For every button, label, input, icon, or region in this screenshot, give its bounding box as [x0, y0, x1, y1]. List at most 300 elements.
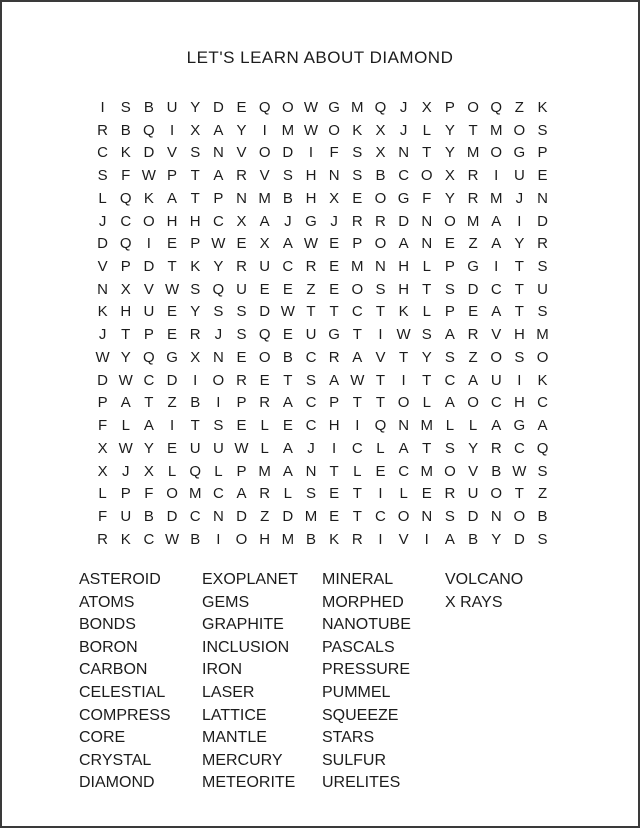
grid-letter: U	[259, 258, 271, 275]
grid-letter: E	[282, 280, 293, 298]
grid-letter: Y	[514, 235, 525, 253]
word-list-item: CARBON	[79, 661, 148, 679]
grid-letter: I	[308, 144, 314, 162]
grid-letter: I	[146, 235, 151, 253]
grid-letter: Y	[491, 530, 502, 548]
grid-letter: T	[422, 439, 432, 457]
word-list-item: GRAPHITE	[202, 616, 284, 634]
grid-letter: Z	[537, 485, 548, 503]
grid-letter: D	[236, 508, 247, 526]
grid-letter: A	[398, 235, 409, 253]
grid-letter: G	[513, 144, 526, 162]
word-list-item: GEMS	[202, 593, 250, 611]
grid-letter: I	[378, 485, 383, 503]
word-list-item: INCLUSION	[202, 638, 290, 656]
grid-letter: C	[513, 439, 525, 457]
grid-letter: B	[190, 394, 201, 412]
grid-letter: M	[489, 121, 503, 139]
grid-letter: D	[166, 371, 178, 389]
word-list-item: METEORITE	[202, 774, 296, 792]
grid-letter: U	[143, 303, 155, 321]
word-list-item: IRON	[202, 661, 242, 679]
word-list-item: SULFUR	[322, 751, 387, 769]
word-list-item: CELESTIAL	[79, 683, 166, 701]
grid-letter: A	[282, 462, 293, 480]
grid-letter: D	[282, 144, 294, 162]
grid-letter: N	[421, 508, 433, 526]
grid-letter: J	[515, 189, 524, 207]
grid-letter: X	[190, 348, 201, 366]
grid-letter: Y	[468, 439, 479, 457]
grid-letter: X	[421, 98, 432, 116]
grid-letter: Q	[374, 98, 387, 116]
grid-letter: O	[490, 144, 503, 162]
grid-letter: T	[167, 258, 177, 275]
grid-letter: I	[262, 121, 267, 139]
grid-letter: I	[517, 371, 522, 389]
grid-letter: A	[398, 439, 409, 457]
grid-letter: R	[490, 439, 502, 457]
grid-letter: O	[444, 212, 456, 230]
grid-letter: L	[376, 439, 385, 457]
grid-letter: O	[490, 348, 503, 366]
grid-letter: E	[375, 462, 386, 480]
grid-letter: O	[374, 235, 387, 253]
grid-letter: B	[468, 530, 479, 548]
grid-letter: N	[398, 144, 410, 162]
grid-letter: D	[97, 235, 108, 253]
grid-letter: K	[97, 303, 108, 321]
grid-letter: K	[143, 189, 154, 207]
grid-letter: Z	[468, 348, 478, 366]
grid-letter: R	[236, 258, 247, 275]
grid-letter: B	[537, 508, 548, 526]
grid-letter: U	[513, 167, 525, 185]
grid-letter: K	[120, 530, 131, 548]
grid-letter: T	[514, 485, 524, 503]
grid-letter: T	[190, 417, 200, 435]
grid-letter: O	[397, 394, 410, 412]
grid-letter: O	[513, 121, 526, 139]
grid-letter: O	[258, 348, 271, 366]
grid-letter: A	[329, 371, 340, 389]
grid-letter: W	[303, 235, 319, 253]
grid-letter: P	[537, 144, 548, 162]
grid-letter: X	[375, 121, 386, 139]
grid-letter: A	[282, 439, 293, 457]
grid-letter: U	[189, 439, 201, 457]
grid-letter: Q	[536, 439, 549, 457]
word-list-column	[322, 569, 411, 795]
grid-letter: H	[305, 167, 317, 185]
grid-letter: S	[514, 348, 525, 366]
grid-letter: P	[444, 258, 455, 275]
grid-letter: R	[467, 326, 479, 344]
grid-letter: C	[444, 371, 456, 389]
word-list-item: BONDS	[79, 616, 136, 634]
grid-letter: W	[95, 348, 110, 366]
grid-letter: H	[513, 326, 525, 344]
grid-letter: Y	[236, 121, 247, 139]
grid-letter: T	[190, 167, 200, 185]
grid-letter: C	[398, 462, 410, 480]
grid-letter: N	[212, 348, 224, 366]
grid-letter: Z	[468, 235, 478, 253]
grid-letter: U	[490, 371, 502, 389]
grid-letter: L	[167, 462, 177, 480]
grid-letter: K	[329, 530, 340, 548]
word-list-item: X RAYS	[445, 593, 503, 611]
grid-letter: P	[213, 189, 224, 207]
grid-letter: N	[375, 258, 386, 275]
grid-letter: P	[120, 258, 131, 275]
grid-letter: C	[305, 394, 317, 412]
grid-letter: H	[398, 258, 410, 275]
grid-letter: X	[236, 212, 247, 230]
grid-letter: L	[283, 485, 292, 503]
grid-letter: E	[329, 235, 340, 253]
grid-letter: P	[236, 394, 247, 412]
grid-letter: T	[121, 326, 131, 344]
grid-letter: G	[397, 189, 410, 207]
grid-letter: T	[144, 394, 154, 412]
grid-letter: S	[97, 167, 108, 185]
grid-letter: P	[97, 394, 108, 412]
grid-letter: A	[143, 417, 154, 435]
grid-letter: B	[143, 98, 154, 116]
grid-letter: B	[282, 348, 293, 366]
grid-letter: S	[213, 303, 224, 321]
grid-letter: E	[236, 98, 247, 116]
grid-letter: H	[398, 280, 410, 298]
grid-letter: C	[351, 303, 363, 321]
grid-letter: V	[236, 144, 247, 162]
grid-letter: W	[350, 371, 365, 389]
grid-letter: Y	[213, 258, 224, 275]
grid-letter: T	[306, 303, 316, 321]
grid-letter: Y	[190, 303, 201, 321]
grid-letter: N	[236, 189, 247, 207]
grid-letter: L	[214, 462, 223, 480]
grid-letter: U	[120, 508, 132, 526]
grid-letter: O	[281, 98, 294, 116]
grid-letter: O	[536, 348, 549, 366]
word-list-item: STARS	[322, 729, 375, 747]
grid-letter: Q	[119, 189, 132, 207]
grid-letter: E	[329, 258, 340, 275]
word-list-column	[79, 569, 171, 795]
grid-letter: T	[329, 303, 339, 321]
grid-letter: Y	[143, 439, 154, 457]
grid-letter: M	[351, 98, 364, 116]
grid-letter: S	[537, 530, 548, 548]
word-list-item: CRYSTAL	[79, 751, 152, 769]
grid-letter: X	[375, 144, 386, 162]
grid-letter: N	[398, 417, 410, 435]
grid-letter: S	[236, 303, 247, 321]
grid-letter: V	[375, 348, 386, 366]
grid-letter: J	[98, 326, 107, 344]
grid-letter: C	[143, 371, 155, 389]
grid-letter: Y	[190, 98, 201, 116]
grid-letter: L	[445, 417, 455, 435]
grid-letter: M	[420, 462, 434, 480]
word-list	[79, 569, 599, 799]
grid-letter: E	[282, 417, 293, 435]
grid-letter: M	[351, 258, 364, 275]
grid-letter: A	[537, 417, 548, 435]
grid-letter: I	[216, 394, 221, 412]
grid-letter: S	[352, 144, 363, 162]
grid-letter: Q	[119, 235, 132, 253]
grid-letter: N	[305, 462, 317, 480]
grid-letter: L	[98, 485, 107, 503]
grid-letter: P	[167, 167, 178, 185]
grid-letter: T	[422, 371, 432, 389]
grid-letter: I	[378, 326, 383, 344]
grid-letter: O	[490, 485, 503, 503]
grid-letter: N	[490, 508, 502, 526]
grid-letter: V	[468, 462, 479, 480]
grid-letter: O	[351, 280, 364, 298]
grid-letter: E	[167, 303, 178, 321]
grid-letter: R	[236, 167, 247, 185]
grid-letter: W	[164, 280, 180, 298]
grid-letter: E	[259, 280, 270, 298]
grid-letter: S	[537, 303, 548, 321]
grid-letter: E	[352, 189, 363, 207]
grid-letter: Q	[490, 98, 503, 116]
grid-letter: H	[328, 417, 340, 435]
grid-letter: D	[143, 144, 155, 162]
grid-letter: A	[282, 235, 293, 253]
grid-letter: P	[444, 303, 455, 321]
grid-letter: T	[375, 303, 386, 321]
grid-letter: N	[97, 280, 108, 298]
grid-letter: D	[97, 371, 108, 389]
grid-letter: C	[490, 280, 502, 298]
grid-letter: N	[212, 144, 224, 162]
grid-letter: W	[396, 326, 411, 344]
grid-letter: N	[212, 508, 224, 526]
grid-letter: Z	[260, 508, 270, 526]
grid-letter: I	[355, 417, 360, 435]
grid-letter: C	[351, 439, 363, 457]
grid-letter: R	[189, 326, 201, 344]
grid-letter: S	[537, 462, 548, 480]
grid-letter: Z	[306, 280, 316, 298]
grid-letter: D	[513, 530, 525, 548]
grid-letter: I	[169, 121, 175, 139]
grid-letter: W	[118, 371, 133, 389]
grid-letter: O	[420, 167, 433, 185]
grid-letter: O	[235, 530, 248, 548]
grid-letter: U	[537, 280, 548, 298]
grid-letter: R	[537, 235, 548, 253]
grid-letter: T	[514, 303, 524, 321]
grid-letter: I	[424, 530, 429, 548]
grid-letter: B	[120, 121, 131, 139]
grid-letter: L	[399, 485, 408, 503]
grid-letter: S	[375, 280, 386, 298]
grid-letter: K	[398, 303, 409, 321]
grid-letter: Q	[258, 98, 271, 116]
grid-letter: N	[421, 212, 433, 230]
grid-letter: Q	[143, 121, 155, 139]
grid-letter: I	[169, 417, 175, 435]
grid-letter: C	[375, 508, 386, 526]
grid-letter: K	[190, 258, 201, 275]
grid-letter: Y	[444, 144, 455, 162]
grid-letter: T	[352, 394, 362, 412]
grid-letter: D	[166, 508, 178, 526]
grid-letter: J	[399, 121, 408, 139]
grid-letter: Y	[444, 121, 455, 139]
grid-letter: J	[330, 212, 338, 230]
grid-letter: L	[260, 417, 269, 435]
grid-letter: E	[236, 348, 247, 366]
grid-letter: E	[444, 235, 455, 253]
grid-letter: U	[467, 485, 479, 503]
grid-letter: L	[260, 439, 269, 457]
grid-letter: R	[467, 167, 479, 185]
grid-letter: P	[120, 485, 131, 503]
word-list-item: EXOPLANET	[202, 571, 299, 588]
grid-letter: E	[329, 508, 340, 526]
grid-letter: C	[398, 167, 410, 185]
grid-letter: I	[517, 212, 522, 230]
grid-letter: J	[399, 98, 408, 116]
grid-letter: A	[491, 235, 502, 253]
grid-letter: T	[283, 371, 293, 389]
grid-letter: G	[513, 417, 526, 435]
grid-letter: M	[466, 144, 480, 162]
grid-letter: S	[537, 121, 548, 139]
grid-letter: E	[329, 280, 340, 298]
grid-letter: S	[305, 485, 316, 503]
grid-letter: M	[536, 326, 549, 344]
grid-letter: C	[537, 394, 548, 412]
grid-letter: W	[303, 98, 319, 116]
grid-letter: A	[259, 212, 270, 230]
grid-letter: R	[375, 212, 386, 230]
word-list-item: MORPHED	[322, 593, 404, 611]
grid-letter: C	[143, 530, 155, 548]
grid-letter: K	[120, 144, 131, 162]
grid-letter: A	[213, 121, 224, 139]
grid-letter: Y	[444, 189, 455, 207]
grid-letter: O	[328, 121, 340, 139]
grid-letter: C	[97, 144, 108, 162]
grid-letter: U	[166, 98, 178, 116]
grid-letter: C	[212, 485, 224, 503]
grid-letter: T	[468, 121, 478, 139]
grid-letter: R	[236, 371, 247, 389]
grid-letter: H	[259, 530, 271, 548]
word-list-item: MANTLE	[202, 729, 267, 747]
grid-letter: E	[236, 235, 247, 253]
grid-letter: T	[352, 485, 362, 503]
grid-letter: S	[190, 280, 201, 298]
grid-letter: M	[420, 417, 434, 435]
grid-letter: N	[421, 235, 433, 253]
grid-letter: T	[375, 371, 386, 389]
grid-letter: D	[467, 280, 479, 298]
grid-letter: I	[332, 439, 337, 457]
grid-letter: S	[537, 258, 548, 275]
grid-letter: L	[422, 258, 431, 275]
grid-letter: S	[236, 326, 247, 344]
grid-letter: A	[120, 394, 131, 412]
word-list-item: VOLCANO	[445, 571, 524, 588]
grid-letter: D	[398, 212, 410, 230]
grid-letter: C	[282, 258, 294, 275]
grid-letter: B	[305, 530, 316, 548]
grid-letter: R	[328, 348, 340, 366]
grid-letter: I	[378, 530, 383, 548]
grid-letter: M	[489, 189, 503, 207]
grid-letter: F	[97, 417, 108, 435]
grid-letter: L	[468, 417, 478, 435]
puzzle-title: LET'S LEARN ABOUT DIAMOND	[186, 48, 454, 67]
grid-letter: I	[494, 258, 499, 275]
word-list-item: ASTEROID	[79, 571, 161, 588]
word-list-item: PRESSURE	[322, 661, 411, 679]
grid-letter: R	[305, 258, 317, 275]
grid-letter: C	[305, 417, 317, 435]
grid-letter: J	[121, 462, 130, 480]
grid-letter: E	[259, 371, 270, 389]
grid-letter: O	[444, 462, 456, 480]
grid-letter: V	[398, 530, 409, 548]
grid-letter: G	[328, 98, 340, 116]
grid-letter: T	[190, 189, 200, 207]
grid-letter: J	[98, 212, 107, 230]
grid-letter: I	[401, 371, 406, 389]
grid-letter: T	[352, 508, 362, 526]
grid-letter: Q	[212, 280, 225, 298]
grid-letter: O	[212, 371, 225, 389]
grid-letter: L	[422, 303, 431, 321]
grid-letter: X	[190, 121, 201, 139]
grid-letter: E	[282, 326, 293, 344]
grid-letter: F	[121, 167, 131, 185]
grid-letter: M	[258, 189, 271, 207]
grid-letter: X	[97, 462, 108, 480]
grid-letter: H	[513, 394, 525, 412]
grid-letter: I	[216, 530, 221, 548]
grid-letter: S	[444, 348, 455, 366]
grid-letter: R	[467, 189, 479, 207]
grid-letter: M	[304, 508, 318, 526]
grid-letter: N	[537, 189, 548, 207]
word-list-item: NANOTUBE	[322, 616, 411, 634]
grid-letter: Z	[514, 98, 524, 116]
grid-letter: O	[166, 485, 178, 503]
grid-letter: C	[305, 348, 317, 366]
grid-letter: D	[212, 98, 224, 116]
grid-letter: X	[329, 189, 340, 207]
grid-letter: S	[120, 98, 131, 116]
word-list-column	[202, 569, 298, 795]
grid-letter: B	[282, 189, 293, 207]
grid-letter: J	[307, 439, 315, 457]
grid-letter: A	[444, 394, 455, 412]
word-list-item: SQUEEZE	[322, 706, 399, 724]
grid-letter: B	[143, 508, 154, 526]
grid-letter: H	[166, 212, 178, 230]
grid-letter: V	[259, 167, 270, 185]
